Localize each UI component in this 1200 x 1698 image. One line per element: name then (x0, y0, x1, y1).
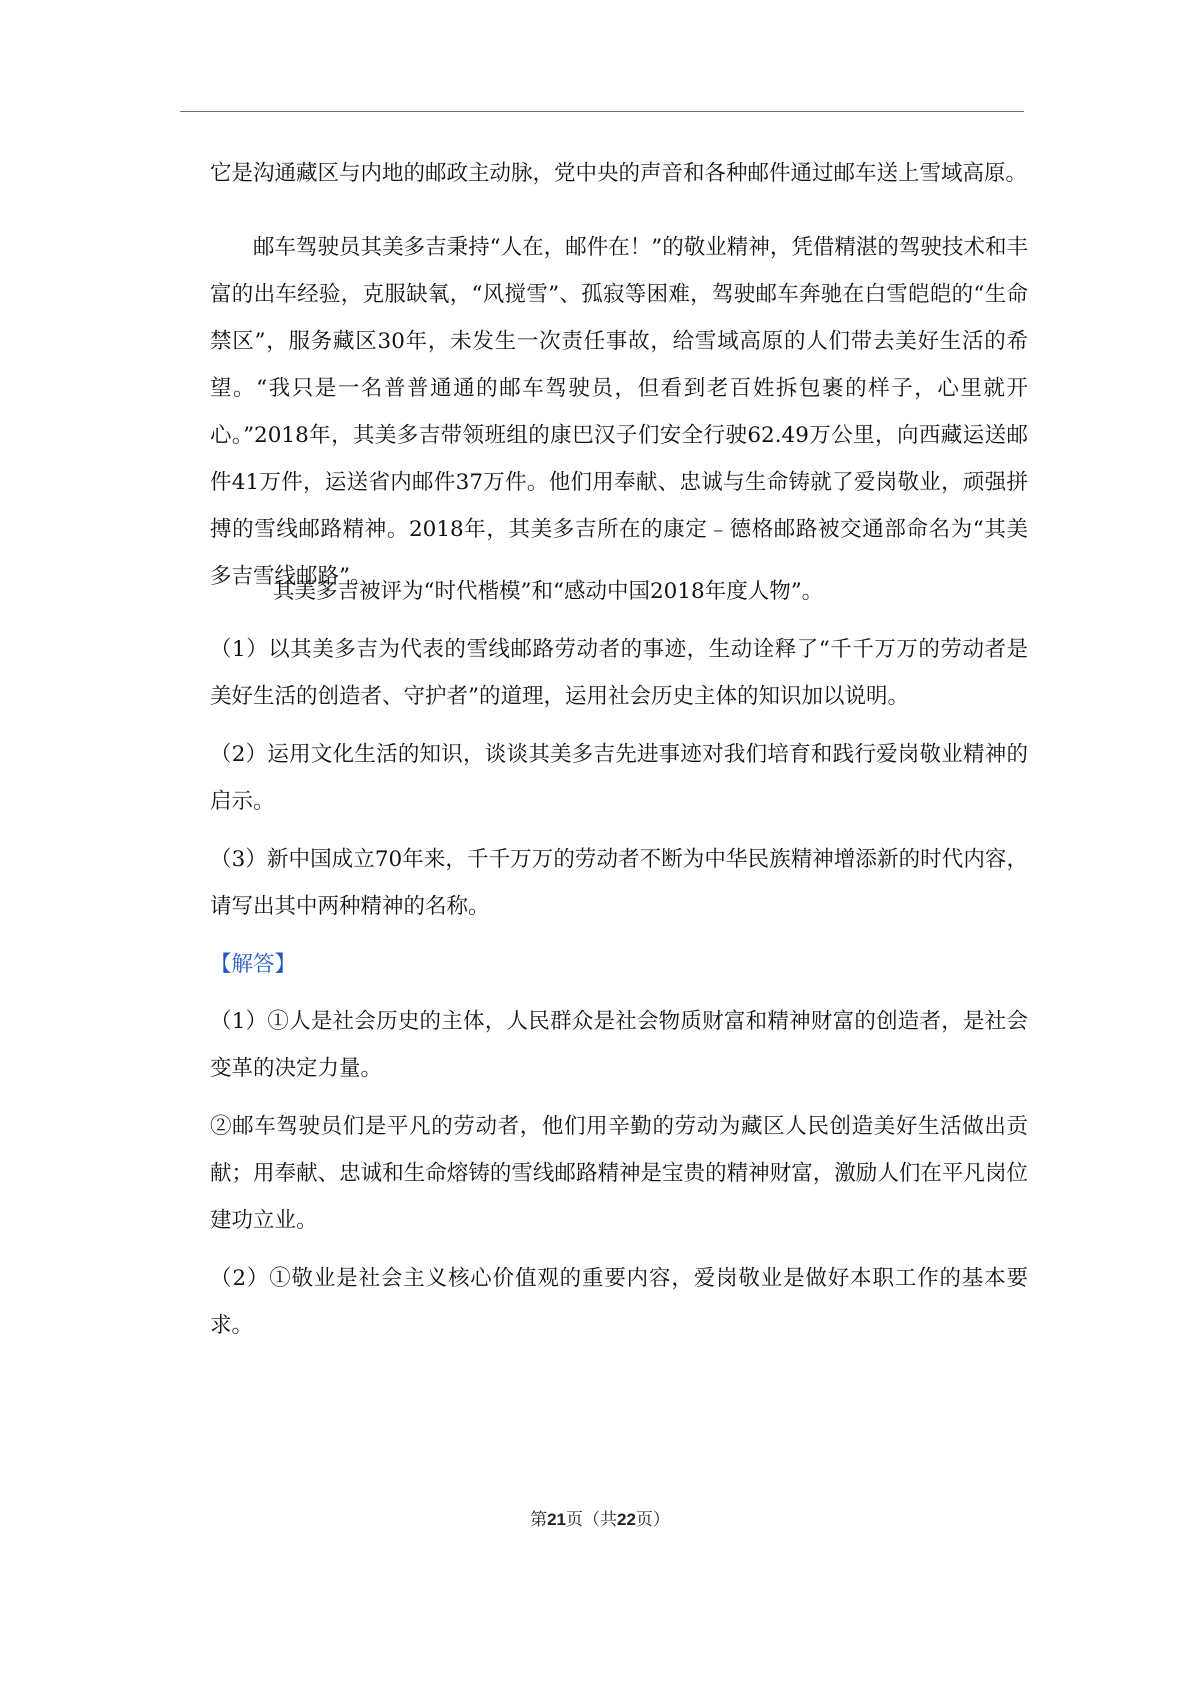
answer-label: 【解答】 (210, 952, 297, 977)
question-2: （2）运用文化生活的知识，谈谈其美多吉先进事迹对我们培育和践行爱岗敬业精神的启示。 (210, 742, 1028, 814)
answer-2: ②邮车驾驶员们是平凡的劳动者，他们用辛勤的劳动为藏区人民创造美好生活做出贡献；用奉献、忠诚和生命熔铸的雪线邮路精神是宝贵的精神财富，激励人们在平凡岗位建功立业。 (210, 1114, 1028, 1233)
answer-3: （2）①敬业是社会主义核心价值观的重要内容，爱岗敬业是做好本职工作的基本要求。 (210, 1266, 1028, 1338)
question-1: （1）以其美多吉为代表的雪线邮路劳动者的事迹，生动诠释了“千千万万的劳动者是美好生活的创造者、守护者”的道理，运用社会历史主体的知识加以说明。 (210, 637, 1028, 709)
answer-1: （1）①人是社会历史的主体，人民群众是社会物质财富和精神财富的创造者，是社会变革的决定力量。 (210, 1009, 1028, 1081)
footer-middle: 页（共 (566, 1510, 617, 1530)
paragraph-story: 邮车驾驶员其美多吉秉持“人在，邮件在！”的敬业精神，凭借精湛的驾驶技术和丰富的出车经验，克服缺氧，“风搅雪”、孤寂等困难，驾驶邮车奔驰在白雪皑皑的“生命禁区”，服务藏区30年，未发生一次责任事故，给雪域高原的人们带去美好生活的希望。“我只是一名普普通通的邮车驾驶员，但看到老百姓拆包裹的样子，心里就开心。”2018年，其美多吉带领班组的康巴汉子们安全行驶62.49万公里，向西藏运送邮件41万件，运送省内邮件37万件。他们用奉献、忠诚与生命铸就了爱岗敬业，顽强拼搏的雪线邮路精神。2018年，其美多吉所在的康定﹣德格邮路被交通部命名为“其美多吉雪线邮路”。 (210, 235, 1028, 589)
footer-total-pages: 22 (617, 1510, 636, 1529)
paragraph-honors: 其美多吉被评为“时代楷模”和“感动中国2018年度人物”。 (273, 579, 824, 604)
footer-prefix: 第 (530, 1510, 548, 1530)
footer-suffix: 页） (635, 1510, 670, 1530)
header-rule (180, 111, 1024, 112)
question-3: （3）新中国成立70年来，千千万万的劳动者不断为中华民族精神增添新的时代内容，请写出其中两种精神的名称。 (210, 847, 1028, 919)
page-footer (0, 1508, 1200, 1532)
footer-current-page: 21 (547, 1510, 566, 1529)
paragraph-intro: 它是沟通藏区与内地的邮政主动脉，党中央的声音和各种邮件通过邮车送上雪域高原。 (210, 161, 1028, 186)
